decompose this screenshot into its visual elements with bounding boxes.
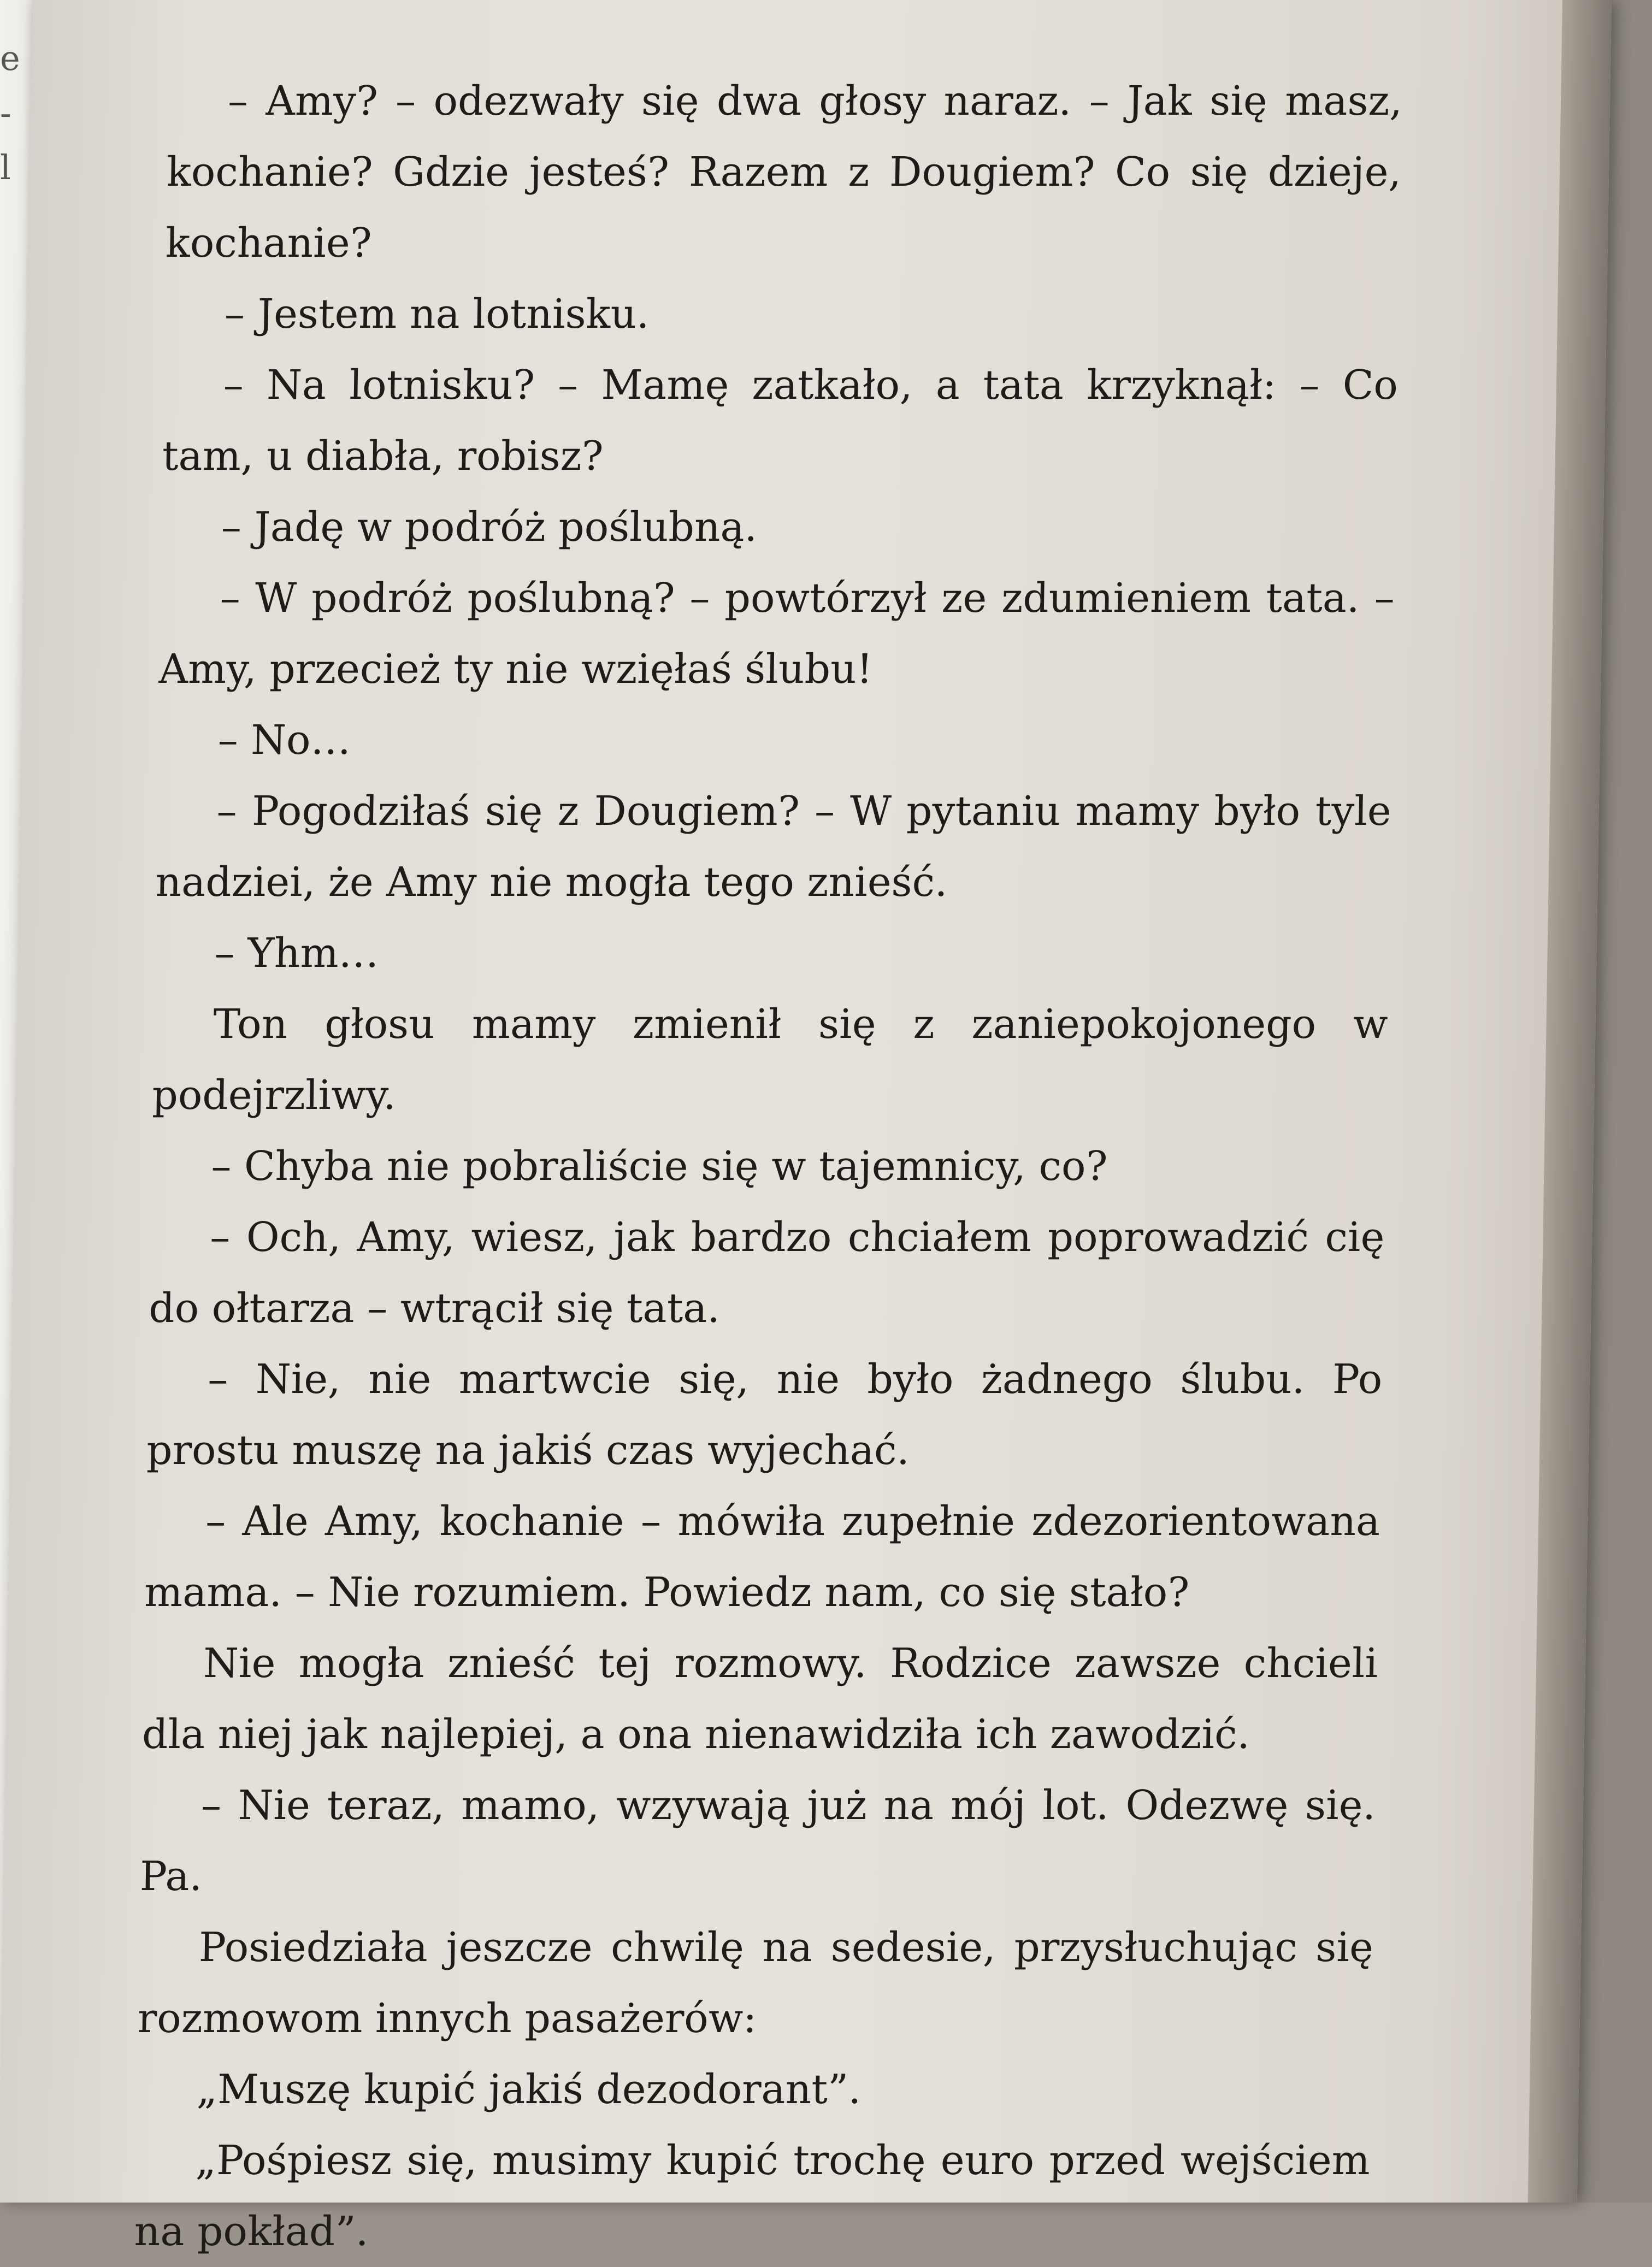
paragraph: „Muszę kupić jakiś dezodorant”. (196, 2066, 862, 2113)
paragraph: – Jadę w podróż poślubną. (221, 504, 758, 551)
paragraph: Posiedziała jeszcze chwilę na sedesie, przysłuchując się rozmowom innych pasażerów: (137, 1924, 1374, 2042)
paragraph: Nie mogła znieść tej rozmowy. Rodzice zawsze chcieli dla niej jak najlepiej, a ona nienawidziła ich zawodzić. (141, 1640, 1378, 1758)
page-edge-shadow (1528, 0, 1612, 2203)
left-page-fragment: - (0, 93, 11, 133)
paragraph: – Nie, nie martwcie się, nie było żadnego ślubu. Po prostu muszę na jakiś czas wyjechać. (146, 1356, 1383, 1474)
paragraph: – Nie teraz, mamo, wzywają już na mój lot. Odezwę się. Pa. (139, 1782, 1376, 1900)
paragraph: – Na lotnisku? – Mamę zatkało, a tata krzyknął: – Co tam, u diabła, robisz? (162, 362, 1399, 480)
paragraph: – No… (217, 717, 352, 764)
paragraph: – Chyba nie pobraliście się w tajemnicy, co? (210, 1143, 1108, 1190)
paragraph: – Ale Amy, kochanie – mówiła zupełnie zdezorientowana mama. – Nie rozumiem. Powiedz nam, co się stało? (144, 1498, 1380, 1616)
page-text (134, 66, 1403, 2267)
paragraph: Ton głosu mamy zmienił się z zaniepokojonego w podejrzliwy. (151, 1001, 1389, 1119)
paragraph: – Pogodziłaś się z Dougiem? – W pytaniu mamy było tyle nadziei, że Amy nie mogła tego znieść. (155, 788, 1392, 906)
paragraph: – Jestem na lotnisku. (224, 291, 650, 338)
left-page-fragment: e (0, 38, 20, 78)
paragraph: „Pośpiesz się, musimy kupić trochę euro przed wejściem na pokład”. (134, 2137, 1371, 2255)
paragraph: – Amy? – odezwały się dwa głosy naraz. – Jak się masz, kochanie? Gdzie jesteś? Razem z Dougiem? Co się dzieje, kochanie? (165, 78, 1403, 267)
left-page-fragment: l (0, 147, 11, 187)
paragraph: – Och, Amy, wiesz, jak bardzo chciałem poprowadzić cię do ołtarza – wtrącił się tata. (148, 1214, 1385, 1332)
paragraph: – W podróż poślubną? – powtórzył ze zdumieniem tata. – Amy, przecież ty nie wzięłaś ślubu! (158, 575, 1395, 693)
paragraph: – Yhm… (214, 930, 380, 977)
